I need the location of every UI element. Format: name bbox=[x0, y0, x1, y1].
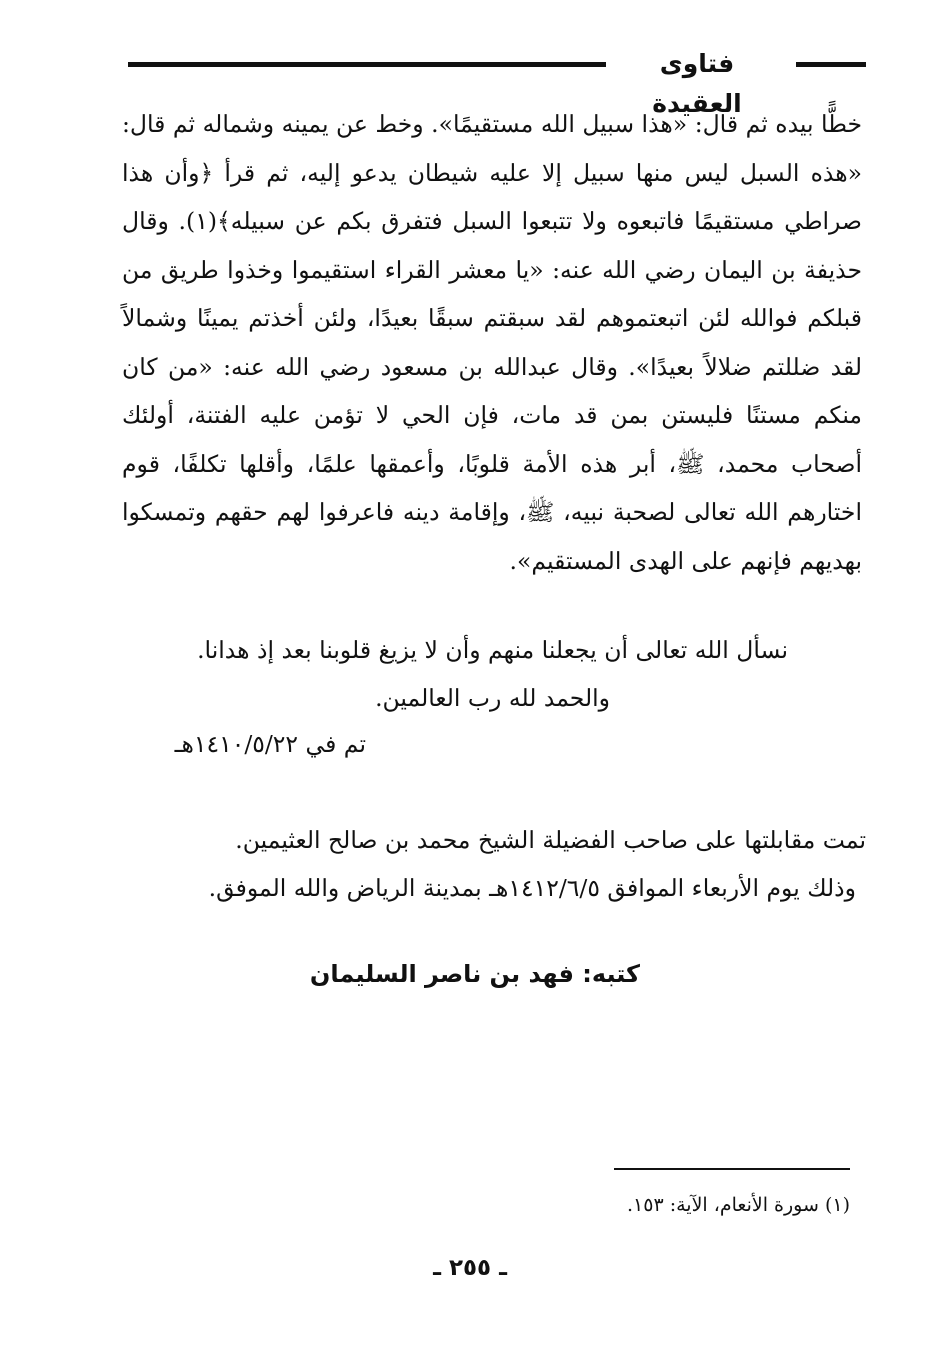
closing-prayer: نسأل الله تعالى أن يجعلنا منهم وأن لا يزيغ قلوبنا بعد إذ هدانا. bbox=[197, 636, 788, 664]
book-title: فتاوى العقيدة bbox=[652, 49, 742, 118]
author-signature: كتبه: فهد بن ناصر السليمان bbox=[309, 960, 640, 988]
review-note-line-1: تمت مقابلتها على صاحب الفضيلة الشيخ محمد بن صالح العثيمين. bbox=[235, 826, 866, 854]
running-header bbox=[128, 44, 866, 118]
completion-date: تم في ١٤١٠/٥/٢٢هـ bbox=[174, 730, 366, 758]
main-paragraph: خطًّا بيده ثم قال: «هذا سبيل الله مستقيمًا». وخط عن يمينه وشماله ثم قال: «هذه السبل ليس منها سبيل إلا عليه شيطان يدعو إليه، ثم قرأ ﴿وأن هذا صراطي مستقيمًا فاتبعوه ولا تتبعوا السبل فتفرق بكم عن سبيله﴾(١). وقال حذيفة بن اليمان رضي الله عنه: «يا معشر القراء استقيموا وخذوا طريق من قبلكم فوالله لئن اتبعتموهم لقد سبقتم سبقًا بعيدًا، ولئن أخذتم يمينًا وشمالاً لقد ضللتم ضلالاً بعيدًا». وقال عبدالله بن مسعود رضي الله عنه: «من كان منكم مستنًا فليستن بمن قد مات، فإن الحي لا تؤمن عليه الفتنة، أولئك أصحاب محمد، ﷺ، أبر هذه الأمة قلوبًا، وأعمقها علمًا، وأقلها تكلفًا، قوم اختارهم الله تعالى لصحبة نبيه، ﷺ، وإقامة دينه فاعرفوا لهم حقهم وتمسكوا بهديهم فإنهم على الهدى المستقيم». bbox=[122, 110, 862, 575]
footnote-separator bbox=[614, 1168, 850, 1170]
footnote: (١) سورة الأنعام، الآية: ١٥٣. bbox=[627, 1194, 850, 1216]
page-number: ـ ٢٥٥ ـ bbox=[433, 1255, 507, 1281]
header-rule-left bbox=[128, 62, 606, 67]
header-rule-right bbox=[796, 62, 866, 67]
review-note-line-2: وذلك يوم الأربعاء الموافق ١٤١٢/٦/٥هـ بمدينة الرياض والله الموفق. bbox=[208, 874, 856, 902]
closing-praise: والحمد لله رب العالمين. bbox=[375, 684, 610, 712]
